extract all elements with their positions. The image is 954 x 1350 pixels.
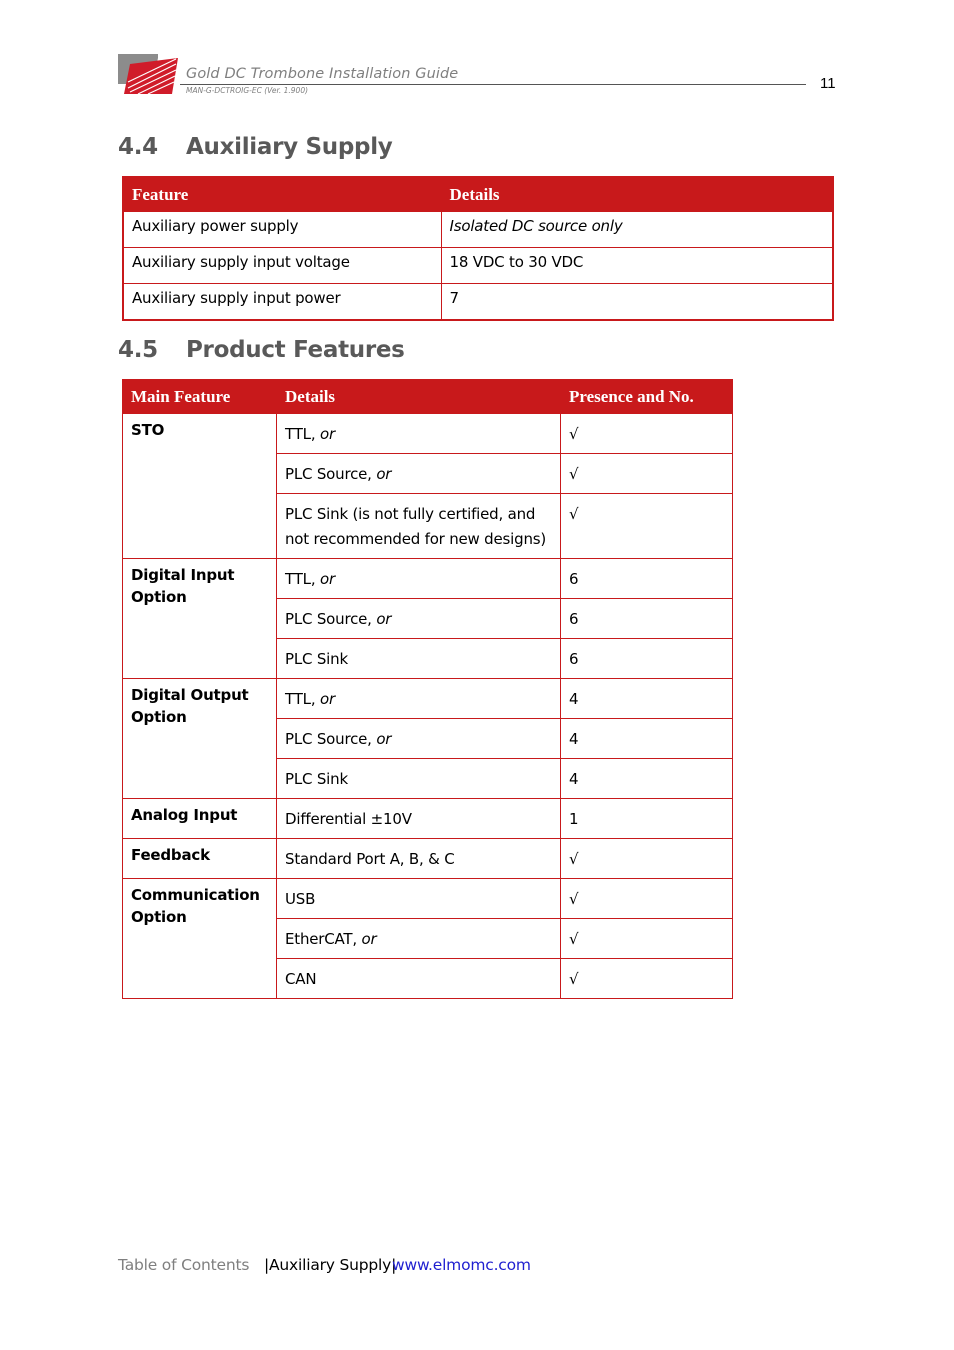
- footer-website-link[interactable]: www.elmomc.com: [392, 1256, 531, 1274]
- column-header: Presence and No.: [561, 380, 733, 414]
- details-cell: TTL, or: [277, 559, 561, 599]
- details-cell: PLC Sink: [277, 759, 561, 799]
- presence-cell: √: [561, 494, 733, 559]
- table-row: [123, 248, 833, 284]
- details-cell: TTL, or: [277, 414, 561, 454]
- main-feature-cell: Communication Option: [123, 879, 277, 999]
- table-row: [123, 879, 733, 919]
- table-row: [123, 679, 733, 719]
- table-row: [123, 839, 733, 879]
- details-cell: PLC Source, or: [277, 719, 561, 759]
- presence-cell: √: [561, 414, 733, 454]
- section-number: 4.4: [118, 134, 158, 160]
- table-row: [123, 414, 733, 454]
- details-cell: CAN: [277, 959, 561, 999]
- table-header-row: [123, 177, 833, 212]
- header-divider: [180, 84, 806, 85]
- auxiliary-supply-table: [122, 176, 834, 321]
- presence-cell: 4: [561, 759, 733, 799]
- column-header: Details: [277, 380, 561, 414]
- details-cell: PLC Sink: [277, 639, 561, 679]
- presence-cell: 1: [561, 799, 733, 839]
- details-cell: Differential ±10V: [277, 799, 561, 839]
- document-title: Gold DC Trombone Installation Guide: [186, 66, 459, 82]
- details-cell: Standard Port A, B, & C: [277, 839, 561, 879]
- table-row: [123, 212, 833, 248]
- details-cell: Isolated DC source only: [441, 212, 833, 248]
- presence-cell: √: [561, 839, 733, 879]
- elmo-logo-icon: [118, 54, 178, 96]
- section-heading-product-features: [118, 337, 405, 363]
- details-cell: PLC Source, or: [277, 454, 561, 494]
- main-feature-cell: Feedback: [123, 839, 277, 879]
- page-number: 11: [820, 75, 836, 92]
- column-header: Main Feature: [123, 380, 277, 414]
- product-features-table: [122, 379, 733, 999]
- presence-cell: 4: [561, 679, 733, 719]
- presence-cell: √: [561, 879, 733, 919]
- section-heading-auxiliary-supply: [118, 134, 392, 160]
- column-header: Feature: [123, 177, 441, 212]
- details-cell: PLC Sink (is not fully certified, and not recommended for new designs): [277, 494, 561, 559]
- column-header: Details: [441, 177, 833, 212]
- details-cell: PLC Source, or: [277, 599, 561, 639]
- main-feature-cell: Digital Input Option: [123, 559, 277, 679]
- footer-toc-link[interactable]: Table of Contents: [118, 1256, 250, 1274]
- feature-cell: Auxiliary supply input voltage: [123, 248, 441, 284]
- presence-cell: √: [561, 454, 733, 494]
- presence-cell: 6: [561, 559, 733, 599]
- details-cell: 18 VDC to 30 VDC: [441, 248, 833, 284]
- details-cell: 7: [441, 284, 833, 321]
- feature-cell: Auxiliary power supply: [123, 212, 441, 248]
- footer-section-label: |Auxiliary Supply|: [264, 1256, 397, 1274]
- section-number: 4.5: [118, 337, 158, 363]
- main-feature-cell: Analog Input: [123, 799, 277, 839]
- table-row: [123, 284, 833, 321]
- table-row: [123, 559, 733, 599]
- feature-cell: Auxiliary supply input power: [123, 284, 441, 321]
- presence-cell: 6: [561, 599, 733, 639]
- main-feature-cell: Digital Output Option: [123, 679, 277, 799]
- presence-cell: √: [561, 959, 733, 999]
- table-row: [123, 799, 733, 839]
- presence-cell: √: [561, 919, 733, 959]
- section-title: Auxiliary Supply: [186, 134, 393, 160]
- details-cell: EtherCAT, or: [277, 919, 561, 959]
- details-cell: USB: [277, 879, 561, 919]
- presence-cell: 6: [561, 639, 733, 679]
- main-feature-cell: STO: [123, 414, 277, 559]
- details-cell: TTL, or: [277, 679, 561, 719]
- presence-cell: 4: [561, 719, 733, 759]
- table-header-row: [123, 380, 733, 414]
- document-id: MAN-G-DCTROIG-EC (Ver. 1.900): [186, 86, 309, 95]
- section-title: Product Features: [186, 337, 405, 363]
